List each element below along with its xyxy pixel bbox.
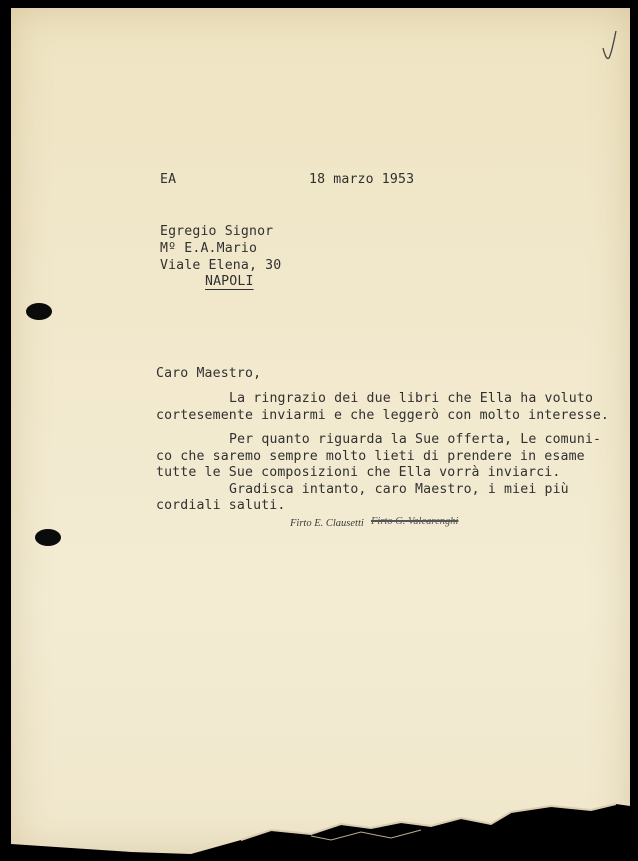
address-city: NAPOLI (205, 274, 254, 289)
salutation: Caro Maestro, (156, 366, 262, 381)
torn-bottom-edge (11, 744, 630, 854)
paragraph-3-line-1: Gradisca intanto, caro Maestro, i miei più (229, 482, 569, 497)
paragraph-2-line-3: tutte le Sue composizioni che Ella vorrà inviarci. (156, 465, 561, 480)
paragraph-3-line-2: cordiali saluti. (156, 498, 286, 513)
letter-date: 18 marzo 1953 (309, 172, 415, 187)
address-line-2: Mº E.A.Mario (160, 241, 258, 256)
address-line-1: Egregio Signor (160, 224, 274, 239)
letter-page (11, 8, 630, 854)
paragraph-1-line-1: La ringrazio dei due libri che Ella ha voluto (229, 391, 594, 406)
address-line-3: Viale Elena, 30 (160, 258, 282, 273)
punch-hole-top (26, 303, 52, 320)
punch-hole-bottom (35, 529, 61, 546)
sender-initials: EA (160, 172, 177, 187)
pencil-check-mark (599, 28, 619, 64)
signature-clausetti: Firto E. Clausetti (290, 518, 364, 529)
signature-valcarenghi: Firto G. Valcarenghi (371, 516, 459, 527)
paragraph-2-line-1: Per quanto riguarda la Sue offerta, Le comuni- (229, 432, 602, 447)
paragraph-2-line-2: co che saremo sempre molto lieti di prendere in esame (156, 449, 585, 464)
paragraph-1-line-2: cortesemente inviarmi e che leggerò con molto interesse. (156, 408, 610, 423)
